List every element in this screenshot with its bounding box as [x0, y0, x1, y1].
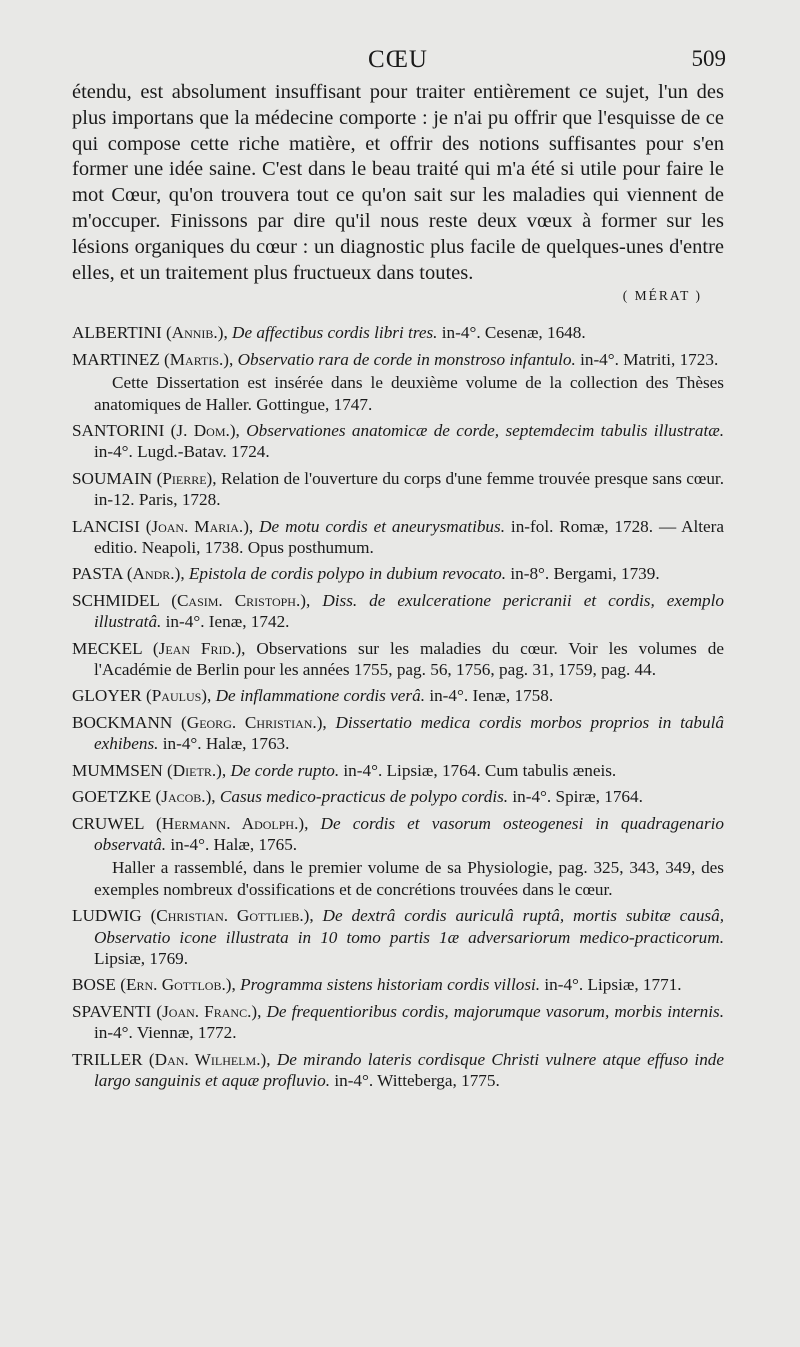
entry-details: in-4°. Matriti, 1723.: [580, 349, 719, 369]
entry-title: Diss. de exulceratione pericranii et cordis, exemplo illustratâ.: [94, 590, 725, 632]
entry-title: Observatio rara de corde in monstroso infantulo.: [237, 349, 576, 369]
entry-author: GLOYER (Paulus),: [72, 686, 212, 706]
entry-title: De affectibus cordis libri tres.: [232, 323, 438, 343]
entry-details: in-4°. Halæ, 1763.: [162, 734, 290, 754]
bibliography-entry: [72, 516, 724, 559]
entry-details: in-4°. Ienæ, 1742.: [165, 612, 290, 632]
entry-author: MARTINEZ (Martis.),: [72, 349, 234, 369]
entry-details: in-4°. Lugd.-Batav. 1724.: [94, 442, 270, 462]
entry-title: Programma sistens historiam cordis villosi.: [240, 975, 541, 995]
entry-author: PASTA (Andr.),: [72, 564, 185, 584]
entry-title: De motu cordis et aneurysmatibus.: [259, 516, 506, 536]
entry-author: GOETZKE (Jacob.),: [72, 787, 216, 807]
entry-author: SCHMIDEL (Casim. Cristoph.),: [72, 590, 311, 610]
entry-author: BOCKMANN (Georg. Christian.),: [72, 712, 327, 732]
entry-details: Relation de l'ouverture du corps d'une femme trouvée presque sans cœur. in-12. Paris, 1728.: [94, 468, 724, 510]
bibliography-entry: [72, 349, 724, 370]
page-number: 509: [691, 46, 726, 71]
bibliography-entry: [72, 563, 724, 584]
entry-author: TRILLER (Dan. Wilhelm.),: [72, 1049, 271, 1069]
bibliography: [72, 322, 724, 1091]
bibliography-entry: [72, 685, 724, 706]
bibliography-entry: [72, 813, 724, 856]
entry-details: in-4°. Witteberga, 1775.: [334, 1070, 500, 1090]
running-title: CŒU: [368, 46, 428, 73]
entry-details: in-4°. Lipsiæ, 1764. Cum tabulis æneis.: [343, 760, 617, 780]
entry-title: Observationes anatomicæ de corde, septemdecim tabulis illustratæ.: [246, 421, 725, 440]
entry-author: SOUMAIN (Pierre),: [72, 468, 217, 488]
entry-details: Lipsiæ, 1769.: [94, 948, 189, 968]
entry-author: SPAVENTI (Joan. Franc.),: [72, 1001, 262, 1021]
bibliography-entry: [72, 1049, 724, 1092]
entry-title: De dextrâ cordis auriculâ ruptâ, mortis subitæ causâ, Observatio icone illustrata in 10 tomo partis 1æ adversariorum medico-practicorum.: [94, 906, 725, 947]
entry-details: in-4°. Spiræ, 1764.: [512, 787, 643, 807]
entry-title: De cordis et vasorum osteogenesi in quadragenario observatâ.: [94, 813, 724, 854]
entry-author: MUMMSEN (Dietr.),: [72, 760, 227, 780]
entry-title: De frequentioribus cordis, majorumque vasorum, morbis internis.: [266, 1001, 725, 1021]
entry-author: ALBERTINI (Annib.),: [72, 323, 228, 343]
entry-author: LANCISI (Joan. Maria.),: [72, 516, 254, 536]
entry-author: LUDWIG (Christian. Gottlieb.),: [72, 906, 314, 926]
entry-author: MECKEL (Jean Frid.),: [72, 638, 246, 658]
entry-title: Epistola de cordis polypo in dubium revocato.: [188, 564, 507, 584]
entry-details: Observations sur les maladies du cœur. Voir les volumes de l'Académie de Berlin pour les années 1755, pag. 56, 1756, pag. 31, 1759, pag. 44.: [94, 638, 725, 680]
entry-details: in-fol. Romæ, 1728. — Altera editio. Neapoli, 1738. Opus posthumum.: [94, 516, 725, 558]
entry-details: in-4°. Viennæ, 1772.: [94, 1023, 237, 1043]
bibliography-entry: [72, 322, 724, 343]
bibliography-note: Haller a rassemblé, dans le premier volume de sa Physiologie, pag. 325, 343, 349, des exemples nombreux d'ossifications et de concrétions trouvées dans le cœur.: [94, 858, 724, 899]
bibliography-entry: [72, 974, 724, 995]
entry-title: De corde rupto.: [230, 760, 340, 780]
bibliography-entry: [72, 420, 724, 463]
author-signature: ( MÉRAT ): [622, 288, 702, 304]
entry-details: in-4°. Lipsiæ, 1771.: [544, 975, 682, 995]
bibliography-entry: [72, 760, 724, 781]
entry-author: CRUWEL (Hermann. Adolph.),: [72, 813, 309, 833]
entry-title: De inflammatione cordis verâ.: [215, 686, 426, 706]
bibliography-entry: [72, 638, 724, 681]
bibliography-entry: [72, 712, 724, 755]
bibliography-note: Cette Dissertation est insérée dans le deuxième volume de la collection des Thèses anatomiques de Haller. Gottingue, 1747.: [94, 373, 724, 414]
bibliography-entry: [72, 905, 724, 969]
entry-details: in-4°. Cesenæ, 1648.: [441, 323, 586, 343]
entry-author: SANTORINI (J. Dom.),: [72, 421, 240, 440]
body-paragraph: étendu, est absolument insuffisant pour traiter entièrement ce sujet, l'un des plus importans que la médecine comporte : je n'ai pu offrir que l'esquisse de ce qui compose cette riche matière, et offrir des notions suffisantes pour s'en former une idée saine. C'est dans le beau traité qui m'a été si utile pour faire le mot Cœur, qu'on trouvera tout ce qu'on sait sur les maladies qui viennent de m'occuper. Finissons par dire qu'il nous reste deux vœux à former sur les lésions organiques du cœur : un diagnostic plus facile de quelques-unes d'entre elles, et un traitement plus fructueux dans toutes.: [72, 81, 724, 284]
bibliography-entry: [72, 1001, 724, 1044]
bibliography-entry: [72, 786, 724, 807]
entry-title: De mirando lateris cordisque Christi vulnere atque effuso inde largo sanguinis et aquæ profluvio.: [94, 1049, 725, 1090]
body-text: [72, 80, 724, 286]
running-head: [72, 46, 724, 80]
bibliography-entry: [72, 590, 724, 633]
entry-title: Dissertatio medica cordis morbos proprios in tabulâ exhibens.: [94, 712, 724, 754]
bibliography-entry: [72, 468, 724, 511]
entry-author: BOSE (Ern. Gottlob.),: [72, 975, 236, 995]
entry-details: in-4°. Ienæ, 1758.: [429, 686, 554, 706]
entry-details: in-4°. Halæ, 1765.: [170, 834, 298, 854]
entry-details: in-8°. Bergami, 1739.: [510, 564, 660, 584]
entry-title: Casus medico-practicus de polypo cordis.: [219, 787, 509, 807]
